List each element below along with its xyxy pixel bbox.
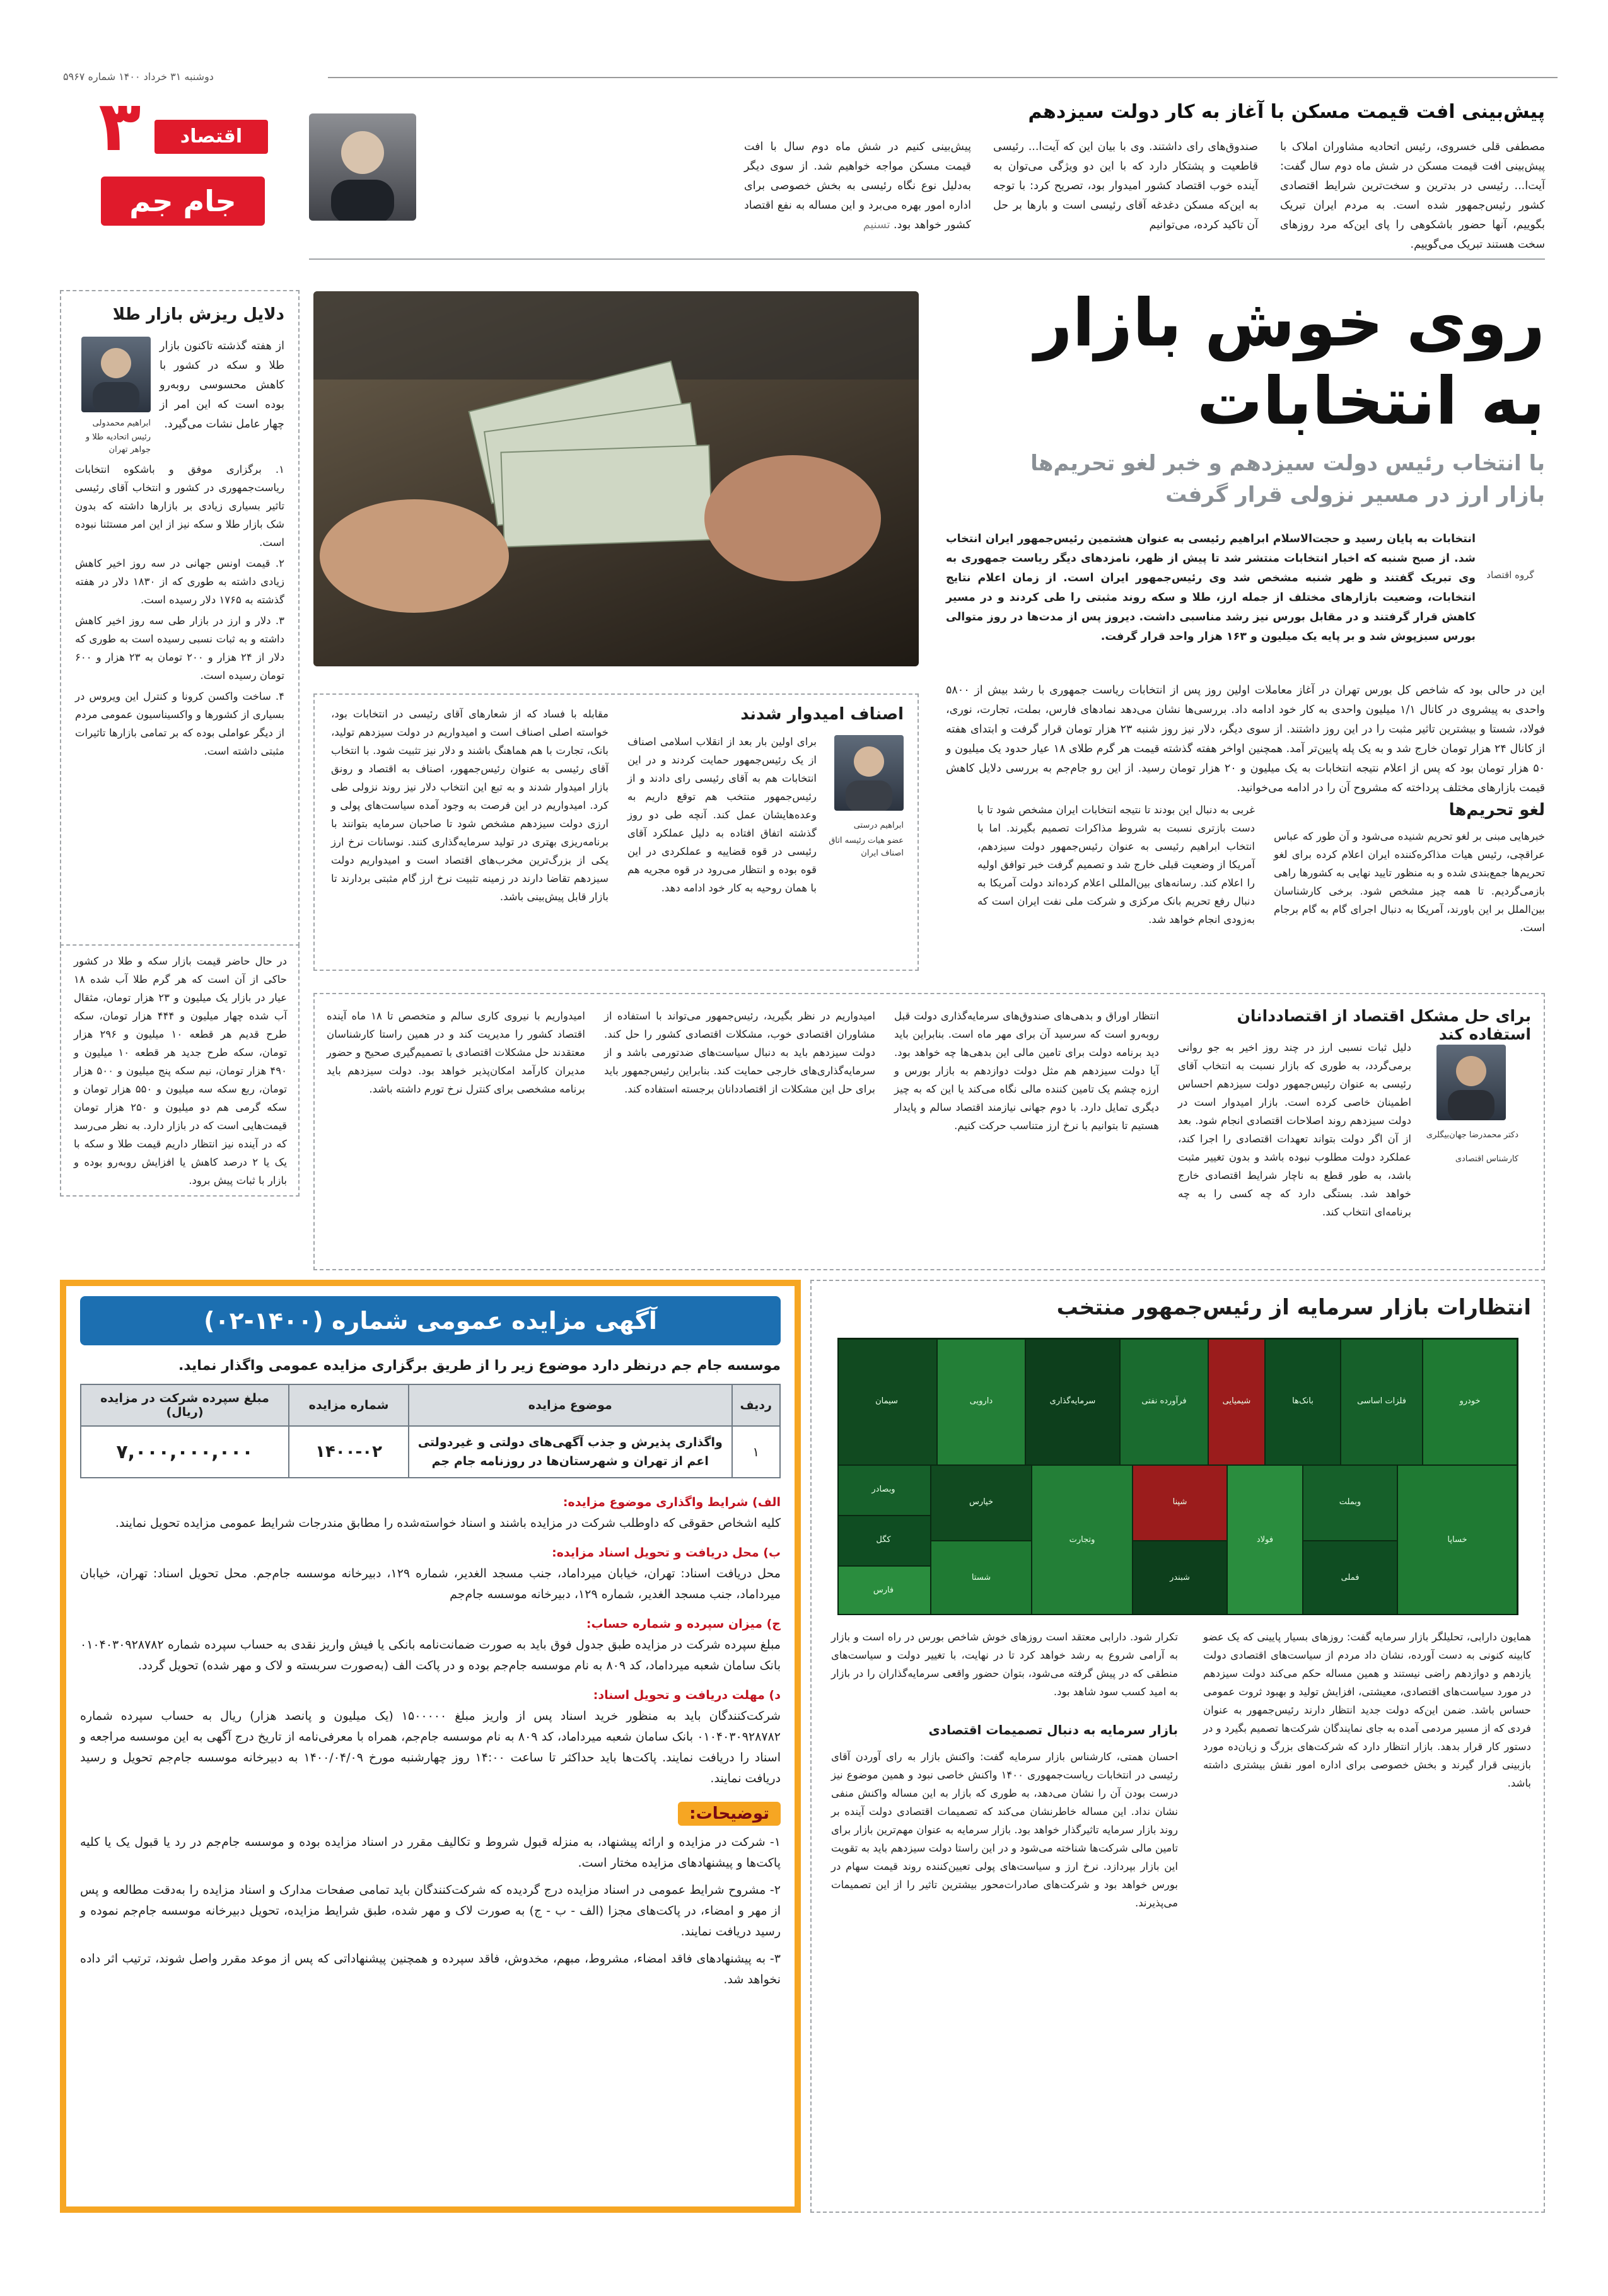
- date-line: دوشنبه ۳۱ خرداد ۱۴۰۰ شماره ۵۹۶۷: [63, 71, 214, 83]
- market-title: انتظارات بازار سرمایه از رئیس‌جمهور منتخب: [1056, 1295, 1531, 1320]
- treemap-cell: فملی: [1303, 1541, 1397, 1615]
- gold-point: ۳. دلار و ارز در بازار طی سه روز اخیر کاهش داشته و به ثبات نسبی رسیده است به طوری که دلار از ۲۴ هزار و ۲۰۰ تومان به ۲۳ هزار و ۶۰۰ تومان رسیده است.: [75, 615, 285, 681]
- market-col1: همایون دارابی، تحلیلگر بازار سرمایه گفت: روزهای بسیار پایینی که یک عضو کابینه کنونی به دست آورده، نشان داد مردم از سیاست‌های اقتصادی دولت یازدهم و دوازدهم راضی نیستند و همین مساله حکم می‌کند دولت سیزدهم در مورد سیاست‌های اقتصادی، معیشتی، افزایش تولید و بهبود ثروت عمومی حساس باشد. ضمن این‌که دولت جدید انتظار دارند رئیس‌جمهور به عنوان فردی که از مسیر مردمی آمده به جای نمایندگان شرکت‌ها تصمیم بگیرد و در دستور کار قرار بدهد. بازار انتظار دارد که شرکت‌های بزرگ و زیان‌ده مورد بازبینی قرار گیرند و بخش خصوصی برای اداره امور نقش بیشتری داشته باشد.: [1203, 1631, 1531, 1789]
- auction-section-text: کلیه اشخاص حقوقی که داوطلب شرکت در مزایده باشند و اسناد خواسته‌شده را مطابق مندرجات شرایط عمومی مزایده تحویل نمایند.: [115, 1516, 781, 1530]
- solving-box: [313, 993, 1545, 1270]
- paper-logo: [101, 177, 265, 226]
- person-icon: [81, 337, 151, 412]
- auction-section-title: الف) شرایط واگذاری موضوع مزایده:: [562, 1495, 781, 1509]
- main-lead: انتخابات به پایان رسید و حجت‌الاسلام ابراهیم رئیسی به عنوان هشتمین رئیس‌جمهور ایران انتخاب شد. از صبح شنبه که اخبار انتخابات منتشر شد تا پیش از ظهر، نامزدهای دیگر ریاست جمهوری به وی تبریک گفتند و ظهر شنبه مشخص شد وی رئیس‌جمهور ایران است. از زمان اعلام نتایج انتخابات، وضعیت بازارهای مختلف از جمله ارز، طلا و سکه روند مثبتی را طی کردند و در مسیر کاهش قرار گرفتند و در مقابل بورس نیز رشد مناسبی داشت. دیروز پس از مدت‌ها در روز متوالی بورس سبزپوش شد و بر پایه یک میلیون و ۱۶۳ هزار واحد قرار گرفت.: [946, 533, 1476, 643]
- auction-th-number: شماره مزایده: [289, 1384, 409, 1426]
- main-headline: [946, 284, 1545, 440]
- gold-point: ۲. قیمت اونس جهانی در سه روز اخیر کاهش زیادی داشته به طوری که از ۱۸۳۰ دلار در هفته گذشته به ۱۷۶۵ دلار رسیده است.: [75, 557, 284, 606]
- treemap-cell: سرمایه‌گذاری: [1025, 1339, 1120, 1465]
- auction-td-number: ۱۴۰۰-۰۲: [289, 1426, 409, 1478]
- page-number: ۳: [98, 86, 141, 166]
- auction-td-deposit: ۷,۰۰۰,۰۰۰,۰۰۰: [81, 1426, 289, 1478]
- guilds-expert-title: عضو هیات رئیسه اتاق اصناف ایران: [829, 836, 904, 858]
- top-story-source: تسنیم: [863, 219, 890, 231]
- auction-section-title: ب) محل دریافت و تحویل اسناد مزایده:: [552, 1546, 781, 1560]
- treemap-cell: خساپا: [1397, 1465, 1517, 1615]
- gold-sidebar-title: دلایل ریزش بازار طلا: [112, 305, 284, 324]
- gold-expert-name: ابراهیم محمدولی: [92, 419, 151, 428]
- person-icon: [309, 113, 416, 221]
- auction-note: ۳- به پیشنهادهای فاقد امضاء، مشروط، مبهم، مخدوش، فاقد سپرده و همچنین پیشنهاداتی که پس از موعد مقرر واصل شوند، ترتیب اثر داده نخواهد شد.: [80, 1952, 781, 1986]
- solving-expert-title: کارشناس اقتصادی: [1455, 1154, 1518, 1164]
- auction-intro: موسسه جام جم درنظر دارد موضوع زیر را از طریق برگزاری مزایده عمومی واگذار نماید.: [178, 1358, 781, 1374]
- gold-points: [75, 460, 284, 760]
- treemap-cell: سیمان: [837, 1339, 937, 1465]
- solving-col4: امیدواریم با نیروی کاری سالم و متخصص تا ۱۸ ماه آینده اقتصاد کشور را مدیریت کند و در همین راستا کارشناسان معتقدند حل مشکلات اقتصادی با تصمیم‌گیری صحیح و حضور مدیران کارآمد امکان‌پذیر خواهد بود. دولت سیزدهم باید برنامه مشخصی برای کنترل نرخ تورم داشته باشد.: [327, 1010, 585, 1095]
- paper-logo-text: جام جم: [129, 184, 236, 218]
- guilds-col2: مقابله با فساد که از شعارهای آقای رئیسی در انتخابات بود، خواسته اصلی اصناف است و امیدواریم در دولت سیزدهم تولید، بانک، تجارت با هم هماهنگ باشند و دلار نیز تثبیت شود. با انتخاب آقای رئیسی به عنوان رئیس‌جمهور، اصناف به اقتصاد و رونق بازار امیدوار شدند و به تبع این انتخاب دلار نیز روند نزولی طی کرد. امیدواریم در این فرصت به وجود آمده سیاست‌های پولی و ارزی دولت سیزدهم مشخص شود تا صاحبان سرمایه بتوانند با برنامه‌ریزی بهتری در تولید سرمایه‌گذاری کنند. نوسانات نرخ ارز یکی از بزرگ‌ترین مخرب‌های اقتصاد است و امیدواریم دولت سیزدهم تقاضا دارند در زمینه تثبیت نرخ ارز گام مثبتی بردارند تا بازار قابل پیش‌بینی باشد.: [331, 708, 609, 903]
- auction-title: آگهی مزایده عمومی شماره (۱۴۰۰-۰۲): [204, 1307, 657, 1335]
- solving-col1: دلیل ثبات نسبی ارز در چند روز اخیر به جو روانی برمی‌گردد، به طوری که بازار نسبت به انتخاب آقای رئیسی به عنوان رئیس‌جمهور دولت سیزدهم احساس اطمینان خاصی کرده است. بازار امیدوار است در دولت سیزدهم روند اصلاحات اقتصادی انجام شود. بعد از آن اگر دولت بتواند تعهدات اقتصادی را اجرا کند، عملکرد دولت مطلوب نبوده باشد و بدون تغییر مثبت باشد، به طور قطع به ناچار شرایط اقتصادی خارج خواهد شد. بستگی دارد که چه کسی را به چه برنامه‌ای انتخاب کند.: [1178, 1041, 1411, 1218]
- main-headline-line1: روی خوش بازار: [1034, 284, 1545, 361]
- auction-note: ۱- شرکت در مزایده و ارائه پیشنهاد، به منزله قبول شروط و تکالیف مقرر در اسناد مزایده بوده و موسسه جام‌جم در رد یا قبول یک یا کلیه پاکت‌ها و پیشنهادهای مزایده مختار است.: [80, 1835, 781, 1870]
- person-icon: [834, 735, 904, 811]
- treemap-cell: فولاد: [1227, 1465, 1303, 1615]
- treemap-cell: شیمیایی: [1208, 1339, 1265, 1465]
- auction-title-bar: [80, 1296, 781, 1345]
- market-col2: تکرار شود. دارابی معتقد است روزهای خوش شاخص بورس در راه است و بازار به آرامی شروع به رشد خواهد کرد تا در نهایت، با تغییر دولت و سیاست‌های منطقی که در پیش گرفته می‌شود، بتوان حضور واقعی سرمایه‌گذاران را در بازار به امید کسب سود شاهد بود.: [831, 1631, 1178, 1698]
- banknotes-icon: [313, 291, 919, 666]
- auction-section-title: د) مهلت دریافت و تحویل اسناد:: [593, 1688, 781, 1702]
- treemap-cell: دارویی: [937, 1339, 1025, 1465]
- gold-sidebar: [60, 290, 300, 946]
- auction-th-row: ردیف: [732, 1384, 780, 1426]
- gold-sidebar-cont-frame: [60, 944, 300, 1197]
- auction-table: [80, 1384, 781, 1478]
- section-label: اقتصاد: [154, 120, 268, 154]
- auction-th-deposit: مبلغ سپرده شرکت در مزایده (ریال): [81, 1384, 289, 1426]
- auction-td-subject: واگذاری پذیرش و جذب آگهی‌های دولتی و غیردولتی اعم از تهران و شهرستان‌ها در روزنامه جام جم: [409, 1426, 732, 1478]
- guilds-col1: برای اولین بار بعد از انقلاب اسلامی اصناف از یک رئیس‌جمهور حمایت کردند و در این انتخابات هم به آقای رئیسی رای دادند و از رئیس‌جمهور منتخب هم توقع داریم به وعده‌هایشان عمل کند. آنچه طی دو روز گذشته اتفاق افتاده به دلیل عملکرد آقای رئیسی در قوه قضاییه و عملکردی در این قوه بوده و انتظار می‌رود در قوه مجریه هم با همان روحیه به کار خود ادامه دهد.: [627, 736, 817, 894]
- solving-expert-name: دکتر محمدرضا جهان‌بیگلری: [1426, 1130, 1518, 1140]
- top-story-portrait: [309, 113, 416, 221]
- treemap-cell: وبملت: [1303, 1465, 1397, 1541]
- treemap-cell: شستا: [931, 1541, 1032, 1615]
- treemap-cell: وبصادر: [837, 1465, 931, 1516]
- top-story-divider: [309, 258, 1545, 260]
- gold-expert-title: رئیس اتحادیه طلا و جواهر تهران: [85, 432, 151, 455]
- header-rule: [328, 77, 1558, 78]
- auction-td-row: ۱: [732, 1426, 780, 1478]
- main-body: این در حالی بود که شاخص کل بورس تهران در آغاز معاملات اولین روز پس از انتخابات ریاست جمهوری با رشد بیش از ۵۸۰۰ واحدی به پیشروی در کانال ۱/۱ میلیون واحدی به کار خود ادامه داد. بررسی‌ها نشان می‌دهد نمادهای فارس، بملت، تجارت، نوری، فولاد، شستا و بیشترین تاثیر مثبت را در این روز داشتند. از سوی دیگر، دلار نیز روز شنبه ۲۳ هزار تومان قرار گرفت و ابتدای هفته از کانال ۲۴ هزار تومان خارج شد و به یک پله پایین‌تر آمد. همچنین اواخر هفته گذشته قیمت هر گرم طلای ۱۸ عیار حدود یک میلیون و ۵۰ هزار تومان بود که پس از اعلام نتیجه انتخابات به یک میلیون و ۲۰ هزار تومان رسید. از این رو جام‌جم به بررسی دلایل کاهش قیمت بازارهای مختلف پرداخته که مشروح آن را در ادامه می‌خوانید.: [946, 684, 1546, 794]
- treemap-cell: وتجارت: [1032, 1465, 1133, 1615]
- auction-section-text: مبلغ سپرده شرکت در مزایده طبق جدول فوق باید به صورت ضمانت‌نامه بانکی یا فیش واریز نقدی به حساب سپرده شماره ۰۱۰۴۰۳۰۹۲۸۷۸۲ بانک سامان شعبه میرداماد، کد ۸۰۹ به نام موسسه جام‌جم بوده و در پاکت الف (به‌صورت سربسته و لاک و مهر شده) تحویل گردد.: [80, 1638, 781, 1673]
- sanctions-col1: خبرهایی مبنی بر لغو تحریم شنیده می‌شود و آن طور که عباس عراقچی، رئیس هیات مذاکره‌کننده ایران اعلام کرده برای لغو تحریم‌ها جمع‌بندی شده و به منظور تایید نهایی به کشورها راهی بازمی‌گردیم. تا همه چیز مشخص شود. برخی کارشناسان بین‌الملل بر این باورند، آمریکا به دنبال اجرای گام به گام برجام است.: [1274, 830, 1545, 934]
- gold-point: ۴. ساخت واکسن کرونا و کنترل این ویروس در بسیاری از کشورها و واکسیناسیون عمومی مردم از دیگر عواملی بوده که بر تمامی بازارها تاثیرات مثبتی داشته است.: [75, 690, 284, 757]
- top-story-col3-text: پیش‌بینی کنیم در شش ماه دوم سال با افت قیمت مسکن مواجه خواهیم شد. از سوی دیگر به‌دلیل نوع نگاه رئیسی به بخش خصوصی برای اداره امور بهره می‌برد و این مساله به نفع اقتصاد کشور خواهد بود.: [744, 141, 971, 231]
- auction-th-subject: موضوع مزایده: [409, 1384, 732, 1426]
- solving-col2: انتظار اوراق و بدهی‌های صندوق‌های سرمایه‌گذاری دولت قبل روبه‌رو است که سرسید آن برای مهر ماه است. بنابراین باید دید برنامه دولت برای تامین مالی این بدهی‌ها چه خواهد بود. آیا دولت سیزدهم هم مثل دولت دوازدهم به بازار بورس و ارزه چشم یک تامین کننده مالی نگاه می‌کند یا این که به چیز دیگری تمایل دارد. با دوم جهانی نیازمند اقتصاد سالم و پایدار هستیم تا بتوانیم با نرخ ارز متناسب حرکت کنیم.: [894, 1010, 1159, 1132]
- treemap-cell: شپنا: [1133, 1465, 1227, 1541]
- auction-notes: [80, 1832, 781, 1990]
- treemap-cell: شبندر: [1133, 1541, 1227, 1615]
- market-col2b: احسان همتی، کارشناس بازار سرمایه گفت: واکنش بازار به رای آوردن آقای رئیسی در انتخابات ریاست‌جمهوری ۱۴۰۰ واکنش خاصی نبود و همین موضوع نیز درست بودن آن را نشان می‌دهد، به طوری که بازار به این مساله واکنش منفی نشان نداد. این مساله خاطرنشان می‌کند که تصمیمات اقتصادی دولت آینده بر روند بازار سرمایه تاثیرگذار خواهد بود. بازار سرمایه به عنوان مهم‌ترین بازار برای تامین مالی شرکت‌ها شناخته می‌شود و در این راستا دولت سیزدهم باید به تقویت این بازار بپردازد. نرخ ارز و سیاست‌های پولی تعیین‌کننده روند قیمت سهام در بورس خواهد بود و شرکت‌های صادرات‌محور بیشترین تاثیر را از این تصمیمات می‌پذیرند.: [831, 1751, 1178, 1909]
- gold-expert-photo: [81, 337, 151, 412]
- treemap-cell: فارس: [837, 1566, 931, 1615]
- guilds-expert-photo: [834, 735, 904, 811]
- treemap-cell: بانک‌ها: [1265, 1339, 1341, 1465]
- market-subhead: بازار سرمایه به دنبال تصمیمات اقتصادی: [928, 1722, 1178, 1737]
- gold-point: ۱. برگزاری موفق و باشکوه انتخابات ریاست‌جمهوری در کشور و انتخاب آقای رئیسی تاثیر بسیاری زیادی بر بازارها داشته که بدون شک بازار طلا و سکه نیز از این امر مستثنا نبوده است.: [75, 463, 284, 548]
- gold-sidebar-cont: در حال حاضر قیمت بازار سکه و طلا در کشور حاکی از آن است که هر گرم طلا آب شده ۱۸ عیار در بازار یک میلیون و ۲۳ هزار تومان، مثقال آب شده چهار میلیون و ۴۴۴ هزار تومان، سکه طرح قدیم هر قطعه ۱۰ میلیون و ۲۹۶ هزار تومان، سکه طرح جدید هر قطعه ۱۰ میلیون و ۴۹۰ هزار تومان، نیم سکه پنج میلیون و ۵۰۰ هزار تومان، ربع سکه سه میلیون و ۵۵۰ هزار تومان و سکه گرمی هم دو میلیون و ۲۵۰ هزار تومان قیمت‌هایی است که در بازار دارد. به نظر می‌رسد که در آینده نیز انتظار داریم قیمت طلا و سکه با یک یا ۲ درصد کاهش یا افزایش روبه‌رو بوده و بازار با ثبات پیش برود.: [74, 955, 288, 1186]
- auction-sections: [80, 1492, 781, 1789]
- gold-intro: از هفته گذشته تاکنون بازار طلا و سکه در کشور با کاهش محسوسی روبه‌رو بوده است که این امر از چهار عامل نشات می‌گیرد.: [160, 340, 284, 431]
- market-box: [810, 1280, 1545, 2213]
- auction-ad: [60, 1280, 801, 2213]
- market-treemap: [837, 1338, 1518, 1615]
- auction-section-text: محل دریافت اسناد: تهران، خیابان میرداماد، جنب مسجد الغدیر، شماره ۱۲۹، دبیرخانه موسسه جام‌جم. محل تحویل اسناد: تهران، خیابان میرداماد، جنب مسجد الغدیر، شماره ۱۲۹، دبیرخانه موسسه جام‌جم: [80, 1567, 781, 1601]
- top-story-col3: [744, 137, 971, 235]
- top-story-col2: صندوق‌های رای داشتند. وی با بیان این که آیت‌ا... رئیسی قاطعیت و پشتکار دارد که با این دو ویژگی می‌توان به آینده خوب اقتصاد کشور امیدوار بود، تصریح کرد: با توجه به این‌که مسکن دغدغه آقای رئیسی است و بارها بر حل آن تاکید کرده، می‌توانیم: [993, 141, 1258, 231]
- auction-section-text: شرکت‌کنندگان باید به منظور خرید اسناد پس از واریز مبلغ ۱۵۰۰۰۰۰ (یک میلیون و پانصد هزار) ریال به حساب سپرده شماره ۰۱۰۴۰۳۰۹۲۸۷۸۲ بانک سامان شعبه میرداماد، کد ۸۰۹ به نام موسسه جام‌جم، همراه با معرفی‌نامه از تاریخ درج آگهی به این موسسه مراجعه و اسناد را دریافت نمایند. پاکت‌ها باید حداکثر تا ساعت ۱۴:۰۰ روز چهارشنبه مورخ ۱۴۰۰/۰۴/۰۹ به دبیرخانه موسسه جام‌جم تحویل و رسید دریافت نمایند.: [80, 1709, 781, 1785]
- top-story-title: پیش‌بینی افت قیمت مسکن با آغاز به کار دولت سیزدهم: [1028, 101, 1545, 123]
- guilds-box: [313, 693, 919, 971]
- treemap-cell: خودرو: [1423, 1339, 1517, 1465]
- top-story-col1: مصطفی قلی خسروی، رئیس اتحادیه مشاوران املاک با پیش‌بینی افت قیمت مسکن در شش ماه دوم سال گفت: آیت‌ا... رئیسی در بدترین و سخت‌ترین شرایط اقتصادی کشور رئیس‌جمهور شده است. به مردم ایران تبریک بگوییم، آنها حضور باشکوهی را پای این‌که مرد روزهای سخت هستند تبریک می‌گوییم.: [1280, 141, 1545, 251]
- main-sub1: با انتخاب رئیس دولت سیزدهم و خبر لغو تحریم‌ها: [1030, 451, 1545, 476]
- main-sub2: بازار ارز در مسیر نزولی قرار گرفت: [1165, 482, 1545, 507]
- guilds-expert-name: ابراهیم درستی: [853, 821, 904, 830]
- person-icon: [1436, 1045, 1506, 1120]
- solving-expert-photo: [1436, 1045, 1506, 1120]
- sanctions-title: لغو تحریم‌ها: [1448, 801, 1545, 820]
- auction-section-title: ج) میزان سپرده و شماره حساب:: [586, 1617, 781, 1631]
- auction-notes-title: توضیحات:: [678, 1802, 781, 1826]
- treemap-cell: کگل: [837, 1516, 931, 1566]
- byline-label: گروه اقتصاد: [1486, 569, 1534, 581]
- guilds-title: اصناف امیدوار شدند: [740, 705, 904, 724]
- main-headline-line2: به انتخابات: [1196, 362, 1545, 439]
- auction-note: ۲- مشروح شرایط عمومی در اسناد مزایده درج گردیده که شرکت‌کنندگان باید تمامی صفحات مدارک و اسناد مزایده را به‌دقت مطالعه و پس از مهر و امضاء، در پاکت‌های مجزا (الف - ب - ج) به صورت لاک و مهر شده، طبق شرایط مزایده، تحویل دبیرخانه موسسه جام‌جم نموده و رسید دریافت نمایند.: [80, 1883, 781, 1939]
- solving-col3: امیدواریم در نظر بگیرید، رئیس‌جمهور می‌تواند با استفاده از مشاوران اقتصادی خوب، مشکلات اقتصادی کشور را حل کند. دولت سیزدهم باید به دنبال سیاست‌های ضدتورمی باشد و از سرمایه‌گذاری‌های خارجی حمایت کند. بنابراین رئیس‌جمهور باید برای حل این مشکلات از اقتصاددانان برجسته استفاده کند.: [604, 1010, 875, 1095]
- treemap-cell: فرآورده نفتی: [1120, 1339, 1208, 1465]
- treemap-cell: خپارس: [931, 1465, 1032, 1541]
- main-photo-money: [313, 291, 919, 666]
- treemap-cell: فلزات اساسی: [1341, 1339, 1423, 1465]
- sanctions-col2: غربی به دنبال این بودند تا نتیجه انتخابات ایران مشخص شود تا با دست بازتری نسبت به شروط مذاکرات تصمیم بگیرند. اما با انتخاب ابراهیم رئیسی به عنوان رئیس‌جمهور دولت سیزدهم، آمریکا از وضعیت قبلی خارج شد و تصمیم گرفت خبر توافق اولیه را اعلام کند. رسانه‌های بین‌المللی اعلام کرده‌اند دولت آمریکا به دنبال رفع تحریم بانک مرکزی و شرکت ملی نفت ایران است که به‌زودی انجام خواهد شد.: [977, 804, 1255, 925]
- solving-title: برای حل مشکل اقتصاد از اقتصاددانان استفاده کند: [1237, 1007, 1531, 1043]
